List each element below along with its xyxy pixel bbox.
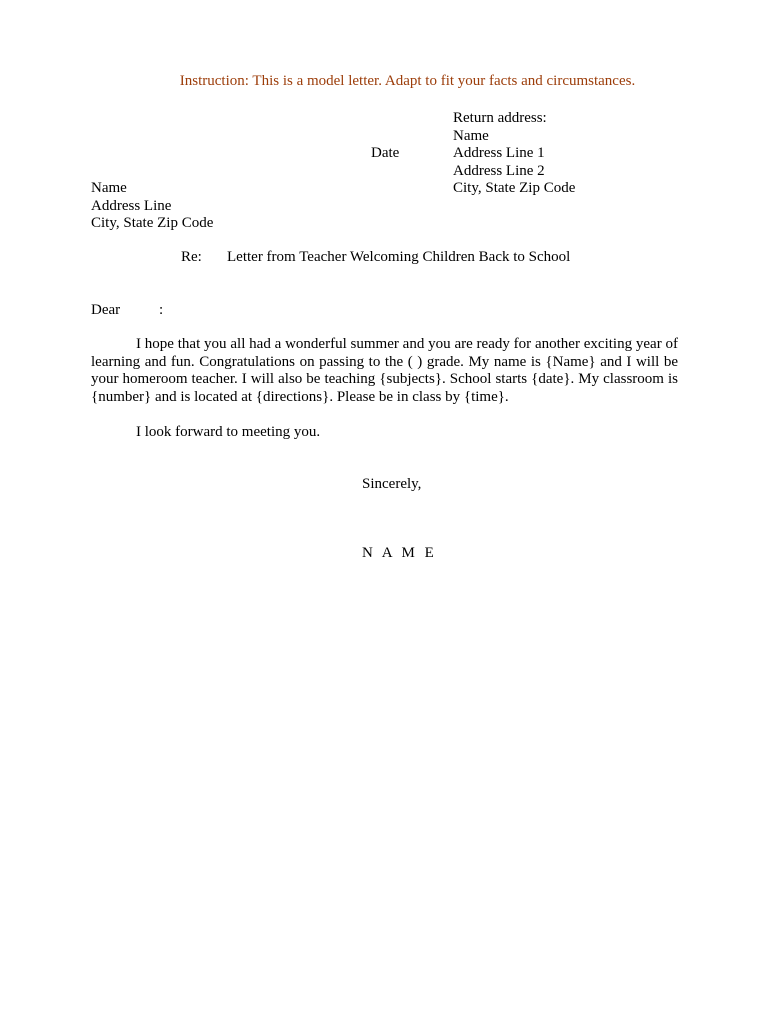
- return-address-city-state-zip: City, State Zip Code: [453, 180, 576, 196]
- return-address-line1: Address Line 1: [453, 145, 545, 161]
- return-address-block: [453, 110, 575, 198]
- date-field: Date: [371, 145, 400, 161]
- return-address-name: Name: [453, 127, 489, 144]
- recipient-address-block: [91, 180, 213, 233]
- instruction-note: Instruction: This is a model letter. Adapt to fit your facts and circumstances.: [179, 73, 636, 89]
- recipient-city-state-zip: City, State Zip Code: [91, 215, 214, 231]
- recipient-name: Name: [91, 180, 127, 196]
- return-address-label: Return address:: [453, 110, 547, 126]
- closing-paragraph: I look forward to meeting you.: [136, 424, 321, 440]
- re-subject: Letter from Teacher Welcoming Children Back to School: [227, 249, 571, 265]
- body-paragraph: I hope that you all had a wonderful summer and you are ready for another exciting year of learning and fun. Congratulations on passing to the ( ) grade. My name is {Name} and I will be your homeroom teacher. I will also be teaching {subjects}. School starts {date}. My classroom is {number} and is located at {directions}. Please be in class by {time}.: [91, 336, 678, 405]
- recipient-address-line: Address Line: [91, 197, 172, 214]
- signature-name: N A M E: [362, 545, 437, 561]
- return-address-line2: Address Line 2: [453, 162, 545, 179]
- salutation: Dear: [91, 302, 121, 318]
- salutation-colon: :: [159, 302, 164, 318]
- sign-off: Sincerely,: [362, 476, 422, 492]
- re-label: Re:: [181, 249, 202, 265]
